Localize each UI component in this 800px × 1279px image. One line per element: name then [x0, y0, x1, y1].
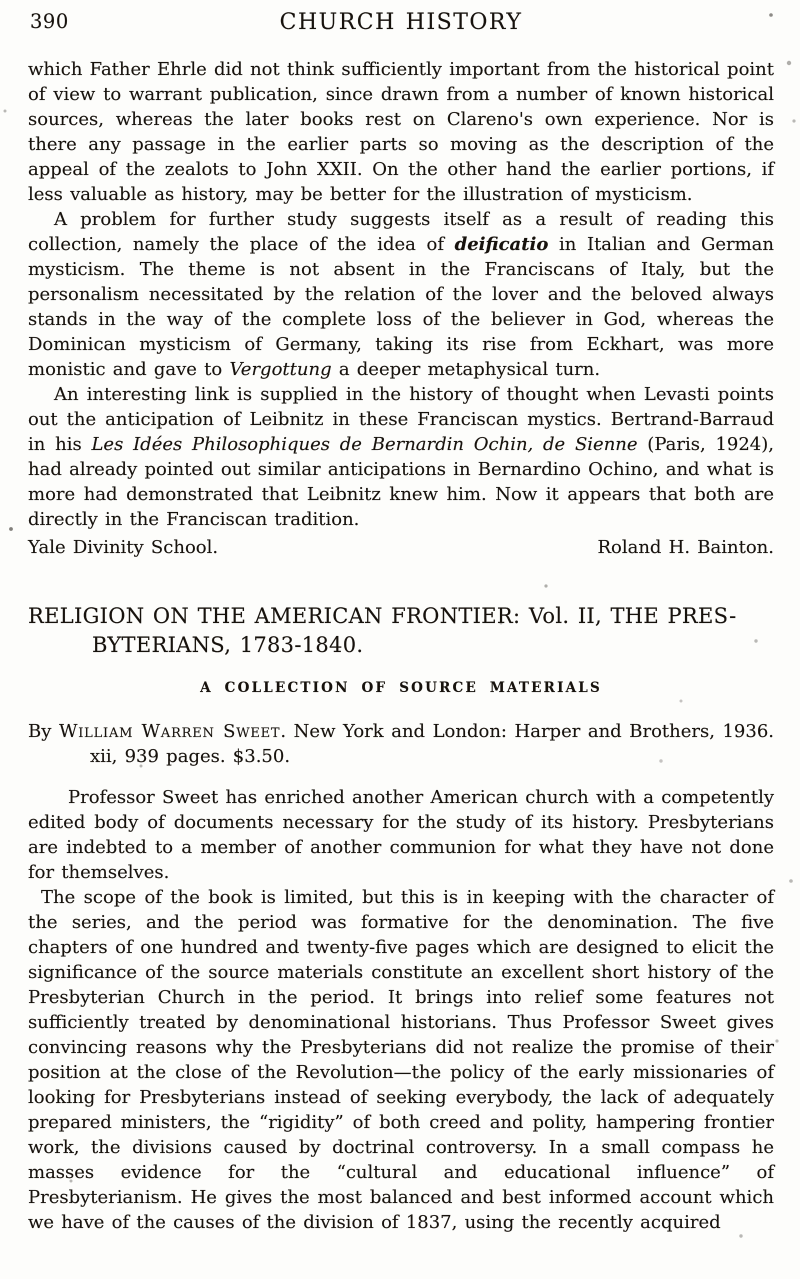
book-title-line-1: RELIGION ON THE AMERICAN FRONTIER: Vol. II, THE PRES-	[28, 604, 737, 628]
previous-review-ending	[28, 57, 774, 560]
reviewer-institution: Yale Divinity School.	[28, 537, 219, 558]
paragraph: The scope of the book is limited, but this is in keeping with the character of the series, and the period was formative for the denomination. The five chapters of one hundred and twenty-five pages which are designed to elicit the significance of the source materials constitute an excellent short history of the Presbyterian Church in the period. It brings into relief some features not sufficiently treated by denominational historians. Thus Professor Sweet gives convincing reasons why the Presbyterians did not realize the promise of their position at the close of the Revolution—the policy of the early missionaries of looking for Presbyterians instead of seeking everybody, the lack of adequately prepared ministers, the “rigidity” of both creed and polity, hampering frontier work, the divisions caused by doctrinal controversy. In a small compass he masses evidence for the “cultural and educational influence” of Presbyterianism. He gives the most balanced and best informed account which we have of the causes of the division of 1837, using the recently acquired	[28, 887, 774, 1233]
running-head	[28, 8, 774, 48]
scan-noise	[0, 0, 2, 2]
book-title	[28, 602, 774, 660]
page-body	[28, 57, 774, 1235]
journal-title: CHURCH HISTORY	[279, 10, 523, 35]
book-subtitle: A COLLECTION OF SOURCE MATERIALS	[200, 680, 602, 696]
book-byline: By William Warren Sweet. New York and London: Harper and Brothers, 1936. xii, 939 pages. $3.50.	[28, 721, 775, 767]
book-title-line-2: BYTERIANS, 1783-1840.	[92, 633, 364, 657]
review-signoff	[28, 535, 774, 560]
paragraph: An interesting link is supplied in the history of thought when Levasti points out the anticipation of Leibnitz in these Franciscan mystics. Bertrand-Barraud in his Les Idées Philosophiques de Bernardin Ochin, de Sienne (Paris, 1924), had already pointed out similar anticipations in Bernardino Ochino, and what is more had demonstrated that Leibnitz knew him. Now it appears that both are directly in the Franciscan tradition.	[28, 384, 774, 530]
book-review	[28, 602, 774, 1235]
page-number: 390	[30, 10, 69, 33]
paragraph: Professor Sweet has enriched another American church with a competently edited body of documents necessary for the study of its history. Presbyterians are indebted to a member of another communion for what they have not done for themselves.	[28, 787, 774, 883]
paragraph: which Father Ehrle did not think sufficiently important from the historical point of view to warrant publication, since drawn from a number of known historical sources, whereas the later books rest on Clareno's own experience. Nor is there any passage in the earlier parts so moving as the description of the appeal of the zealots to John XXII. On the other hand the earlier portions, if less valuable as history, may be better for the illustration of mysticism.	[28, 59, 774, 205]
reviewer-name: Roland H. Bainton.	[597, 537, 774, 558]
paragraph: A problem for further study suggests itself as a result of reading this collection, namely the place of the idea of deificatio in Italian and German mysticism. The theme is not absent in the Franciscans of Italy, but the personalism necessitated by the relation of the lover and the beloved always stands in the way of the complete loss of the believer in God, whereas the Dominican mysticism of Germany, taking its rise from Eckhart, was more monistic and gave to Vergottung a deeper metaphysical turn.	[28, 209, 774, 380]
review-heading	[28, 602, 774, 701]
